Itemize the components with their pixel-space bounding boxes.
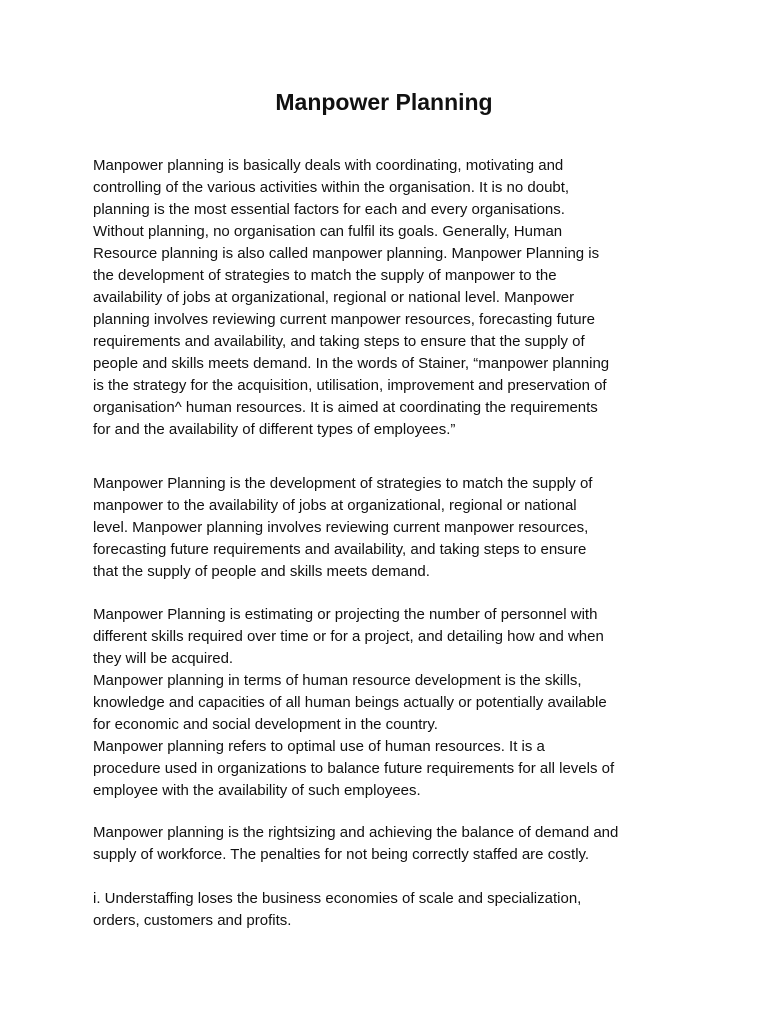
text-line: procedure used in organizations to balance future requirements for all levels of [93,760,615,777]
text-line: i. Understaffing loses the business economies of scale and specialization, [93,890,582,907]
text-line: Manpower planning refers to optimal use of human resources. It is a [93,738,545,755]
paragraph-definitions [93,604,683,802]
text-line: manpower to the availability of jobs at organizational, regional or national [93,497,577,514]
page-title: Manpower Planning [275,89,493,115]
text-line: people and skills meets demand. In the words of Stainer, “manpower planning [93,355,610,372]
text-line: they will be acquired. [93,650,234,667]
text-line: Manpower planning is the rightsizing and achieving the balance of demand and [93,824,619,841]
text-line: forecasting future requirements and availability, and taking steps to ensure [93,541,587,558]
text-line: controlling of the various activities within the organisation. It is no doubt, [93,179,570,196]
text-line: requirements and availability, and taking steps to ensure that the supply of [93,333,585,350]
text-line: availability of jobs at organizational, regional or national level. Manpower [93,289,575,306]
text-line: that the supply of people and skills meets demand. [93,563,430,580]
paragraph-intro [93,155,683,441]
text-line: supply of workforce. The penalties for not being correctly staffed are costly. [93,846,590,863]
text-line: different skills required over time or for a project, and detailing how and when [93,628,604,645]
text-line: Manpower Planning is the development of strategies to match the supply of [93,475,593,492]
text-line: knowledge and capacities of all human beings actually or potentially available [93,694,607,711]
paragraph-understaffing [93,888,683,932]
text-line: level. Manpower planning involves reviewing current manpower resources, [93,519,589,536]
text-line: is the strategy for the acquisition, utilisation, improvement and preservation of [93,377,607,394]
text-line: Manpower Planning is estimating or projecting the number of personnel with [93,606,598,623]
text-line: Resource planning is also called manpower planning. Manpower Planning is [93,245,600,262]
text-line: planning is the most essential factors for each and every organisations. [93,201,565,218]
text-line: orders, customers and profits. [93,912,292,929]
text-line: employee with the availability of such employees. [93,782,421,799]
text-line: Manpower planning in terms of human resource development is the skills, [93,672,582,689]
paragraph-development [93,473,683,583]
text-line: for economic and social development in the country. [93,716,438,733]
text-line: for and the availability of different types of employees.” [93,421,456,438]
paragraph-rightsizing [93,822,683,866]
text-line: Manpower planning is basically deals with coordinating, motivating and [93,157,564,174]
text-line: Without planning, no organisation can fulfil its goals. Generally, Human [93,223,563,240]
text-line: planning involves reviewing current manpower resources, forecasting future [93,311,595,328]
text-line: organisation^ human resources. It is aimed at coordinating the requirements [93,399,598,416]
text-line: the development of strategies to match the supply of manpower to the [93,267,557,284]
